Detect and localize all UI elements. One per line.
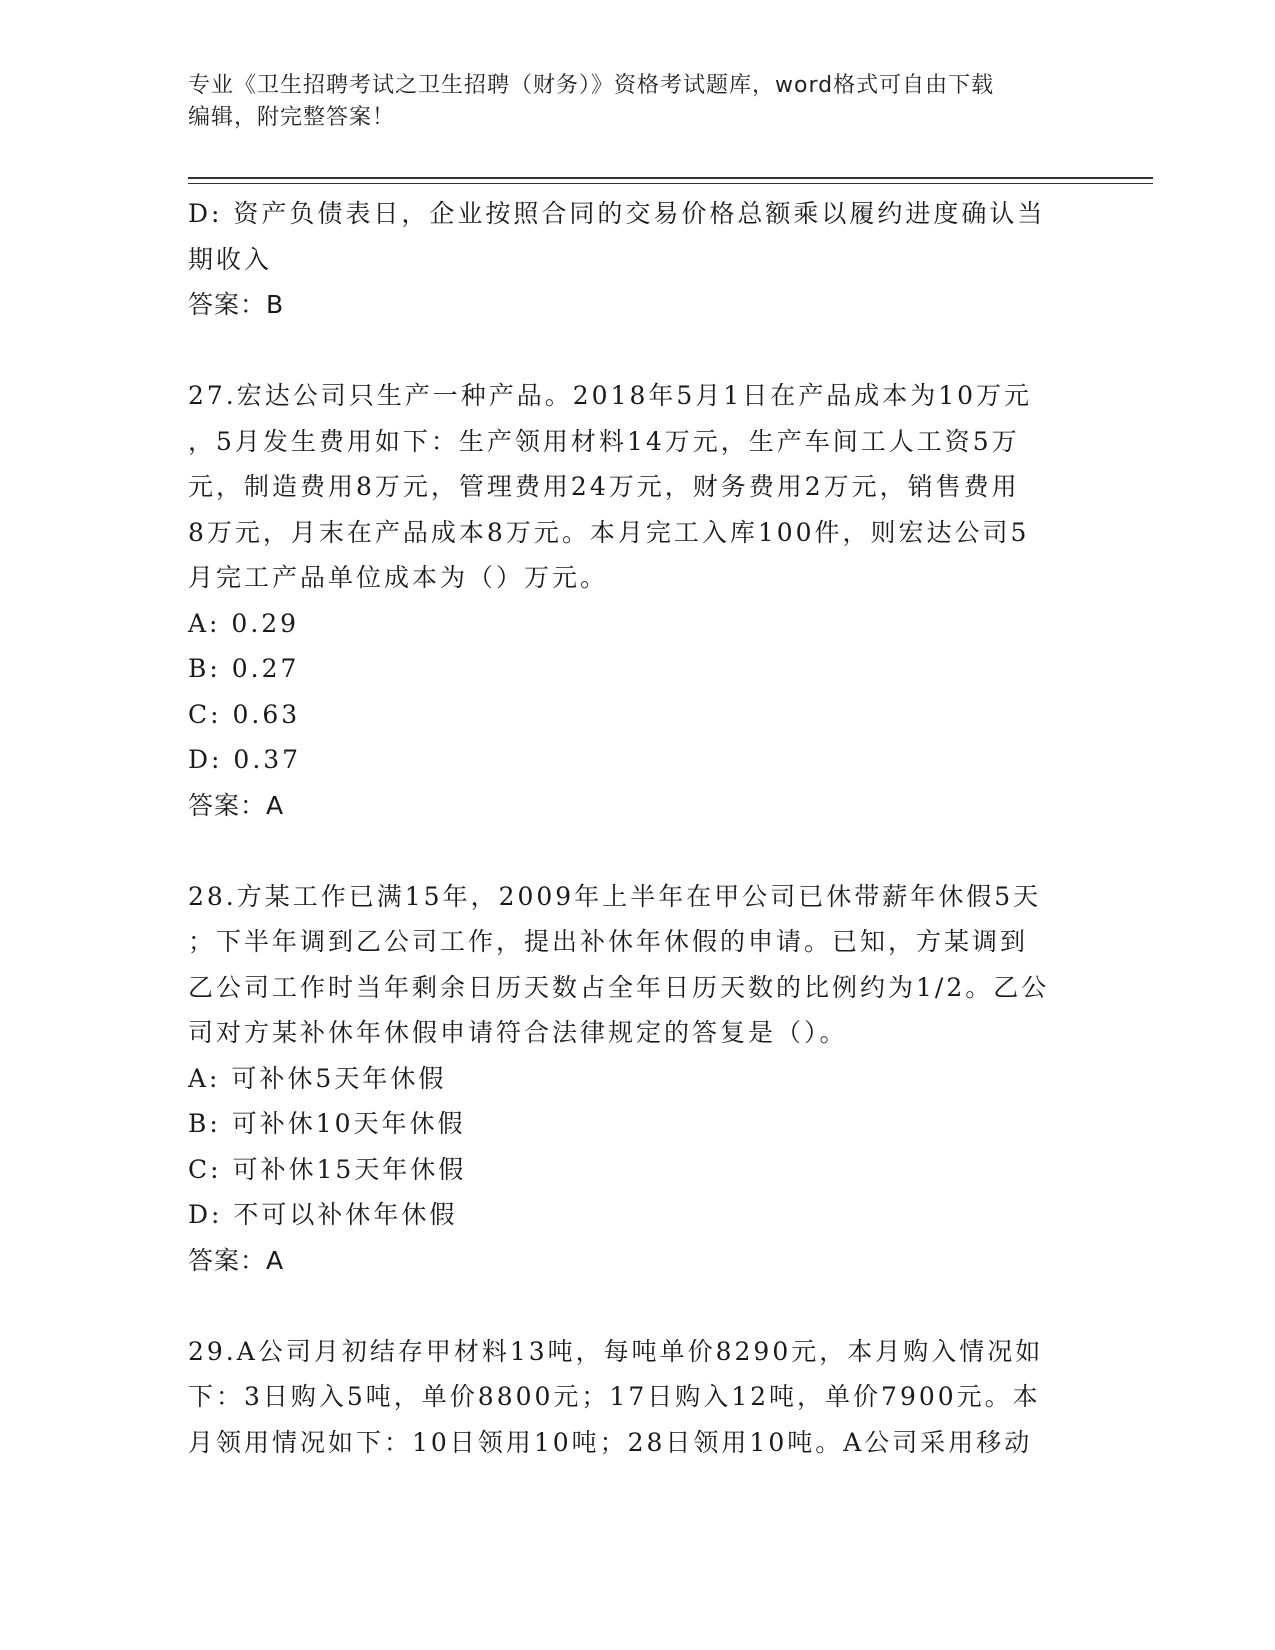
- option-d-line-1: D: 资产负债表日，企业按照合同的交易价格总额乘以履约进度确认当: [188, 199, 1046, 228]
- option-d: D: 不可以补休年休假: [188, 1200, 458, 1229]
- option-b: B: 可补休10天年休假: [188, 1109, 466, 1138]
- header-line-1: 专业《卫生招聘考试之卫生招聘（财务）》资格考试题库，word格式可自由下载: [188, 73, 995, 98]
- option-b: B: 0.27: [188, 654, 300, 683]
- question-text-line: 月完工产品单位成本为（）万元。: [188, 563, 609, 592]
- answer-line: 答案：B: [188, 290, 285, 319]
- header-divider-thin: [188, 183, 1153, 184]
- question-27: [188, 373, 1088, 828]
- question-text-line: 元，制造费用8万元，管理费用24万元，财务费用2万元，销售费用: [188, 472, 1020, 501]
- answer-line: 答案：A: [188, 790, 285, 820]
- option-a: A: 0.29: [188, 608, 300, 638]
- question-29: [188, 1329, 1088, 1466]
- document-body: [188, 191, 1088, 1465]
- question-text-line: ；下半年调到乙公司工作，提出补休年休假的申请。已知，方某调到: [188, 927, 1029, 956]
- document-header: [188, 70, 1068, 134]
- option-a: A: 可补休5天年休假: [188, 1063, 447, 1093]
- option-c: C: 0.63: [188, 699, 301, 729]
- option-c: C: 可补休15天年休假: [188, 1154, 467, 1184]
- question-text-line: 下：3日购入5吨，单价8800元；17日购入12吨，单价7900元。本: [188, 1382, 1041, 1411]
- question-text-line: 27.宏达公司只生产一种产品。2018年5月1日在产品成本为10万元: [188, 381, 1033, 410]
- header-line-2: 编辑，附完整答案！: [188, 105, 396, 130]
- question-text-line: 28.方某工作已满15年，2009年上半年在甲公司已休带薪年休假5天: [188, 881, 1042, 911]
- question-text-line: 8万元，月末在产品成本8万元。本月完工入库100件，则宏达公司5: [188, 517, 1030, 547]
- question-28: [188, 874, 1088, 1284]
- question-text-line: 月领用情况如下：10日领用10吨；28日领用10吨。A公司采用移动: [188, 1427, 1033, 1457]
- question-text-line: 29.A公司月初结存甲材料13吨，每吨单价8290元，本月购入情况如: [188, 1336, 1044, 1366]
- previous-question-tail: [188, 191, 1088, 328]
- question-text-line: 司对方某补休年休假申请符合法律规定的答复是（）。: [188, 1018, 848, 1047]
- question-text-line: 乙公司工作时当年剩余日历天数占全年日历天数的比例约为1/2。乙公: [188, 972, 1050, 1002]
- question-text-line: ，5月发生费用如下：生产领用材料14万元，生产车间工人工资5万: [188, 426, 1020, 456]
- answer-line: 答案：A: [188, 1245, 285, 1275]
- option-d-line-2: 期收入: [188, 244, 273, 274]
- header-divider-thick: [188, 177, 1153, 179]
- option-d: D: 0.37: [188, 745, 302, 774]
